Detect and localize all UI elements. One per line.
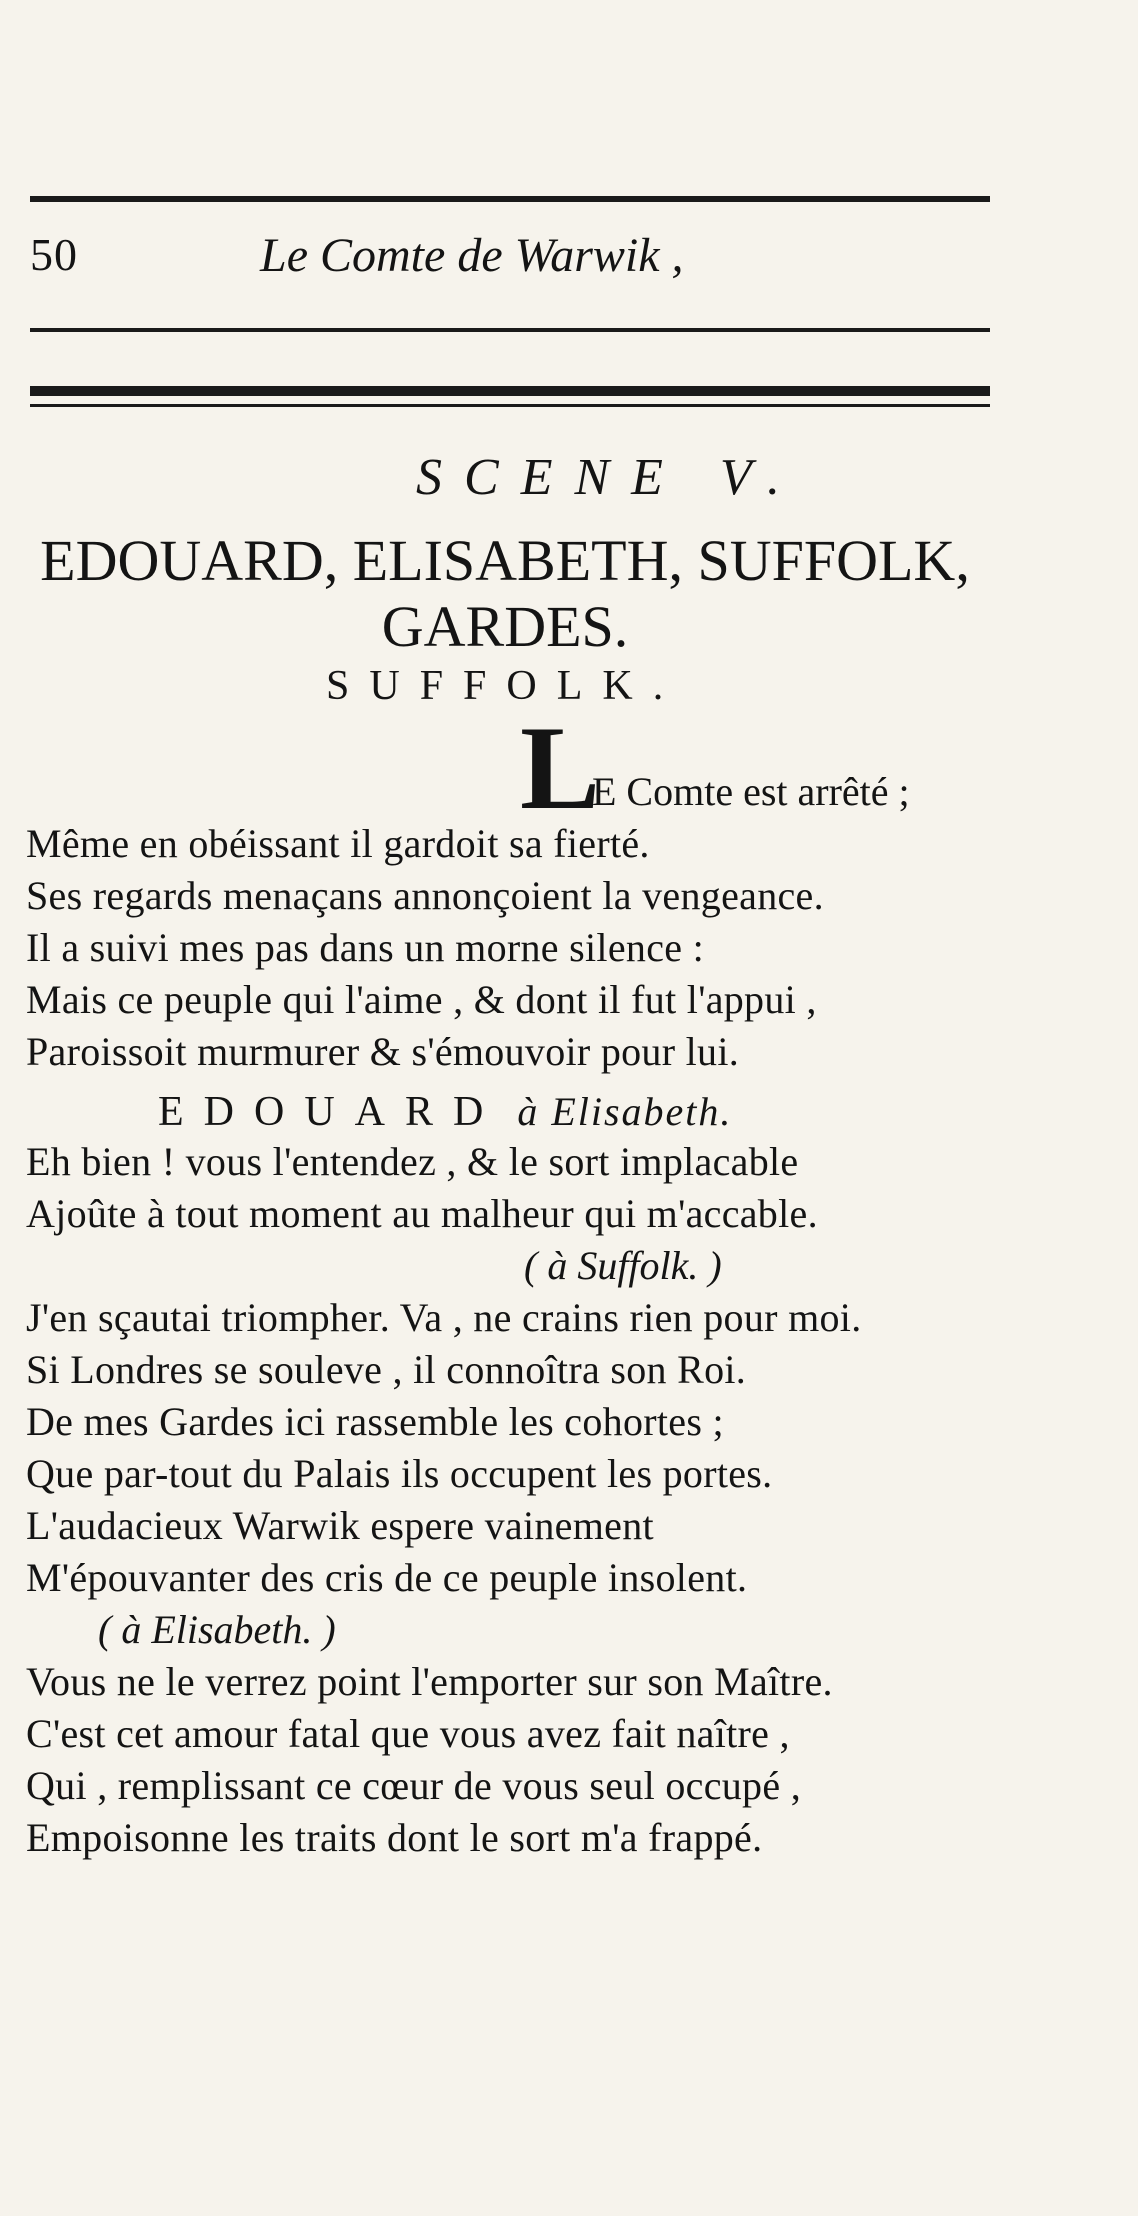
verse-line: Même en obéissant il gardoit sa fierté. — [26, 821, 650, 866]
character-list-line-1: EDOUARD, ELISABETH, SUFFOLK, — [40, 528, 970, 593]
verse-line: Si Londres se souleve , il connoîtra son Roi. — [26, 1347, 747, 1392]
verse-line: Eh bien ! vous l'entendez , & le sort implacable — [26, 1139, 799, 1184]
drop-cap: L — [520, 701, 601, 834]
header-rule — [30, 328, 990, 332]
verse-line: Ses regards menaçans annonçoient la vengeance. — [26, 873, 824, 918]
stage-direction: ( à Suffolk. ) — [524, 1243, 722, 1288]
running-title: Le Comte de Warwik , — [260, 229, 684, 282]
speaker-edouard — [158, 1088, 732, 1136]
stage-direction: à Elisabeth. — [517, 1089, 733, 1134]
verse-line: Vous ne le verrez point l'emporter sur son Maître. — [26, 1659, 833, 1704]
speaker-name: EDOUARD — [158, 1089, 504, 1135]
speaker-suffolk: SUFFOLK. — [326, 663, 684, 709]
verse-line: Qui , remplissant ce cœur de vous seul occupé , — [26, 1763, 801, 1808]
verse-first-line: E Comte est arrêté ; — [592, 769, 910, 814]
verse-line: Empoisonne les traits dont le sort m'a frappé. — [26, 1815, 763, 1860]
verse-line: Que par-tout du Palais ils occupent les portes. — [26, 1451, 773, 1496]
verse-line: L'audacieux Warwik espere vainement — [26, 1503, 654, 1548]
character-list — [0, 528, 1010, 660]
stage-direction: ( à Elisabeth. ) — [98, 1607, 336, 1652]
verse-line: J'en sçautai triompher. Va , ne crains rien pour moi. — [26, 1295, 862, 1340]
double-rule-thick — [30, 386, 990, 396]
scene-title: SCENE V. — [416, 449, 802, 506]
top-rule — [30, 196, 990, 202]
double-rule-thin — [30, 404, 990, 407]
verse-line: Ajoûte à tout moment au malheur qui m'accable. — [26, 1191, 818, 1236]
verse-line: M'épouvanter des cris de ce peuple insolent. — [26, 1555, 748, 1600]
verse-line: Il a suivi mes pas dans un morne silence : — [26, 925, 705, 970]
verse-line: De mes Gardes ici rassemble les cohortes ; — [26, 1399, 724, 1444]
verse-line: C'est cet amour fatal que vous avez fait naître , — [26, 1711, 790, 1756]
verse-line: Paroissoit murmurer & s'émouvoir pour lui. — [26, 1029, 740, 1074]
page-number: 50 — [30, 229, 78, 280]
verse-line: Mais ce peuple qui l'aime , & dont il fut l'appui , — [26, 977, 817, 1022]
running-header — [30, 228, 990, 308]
character-list-line-2: GARDES. — [381, 594, 629, 659]
